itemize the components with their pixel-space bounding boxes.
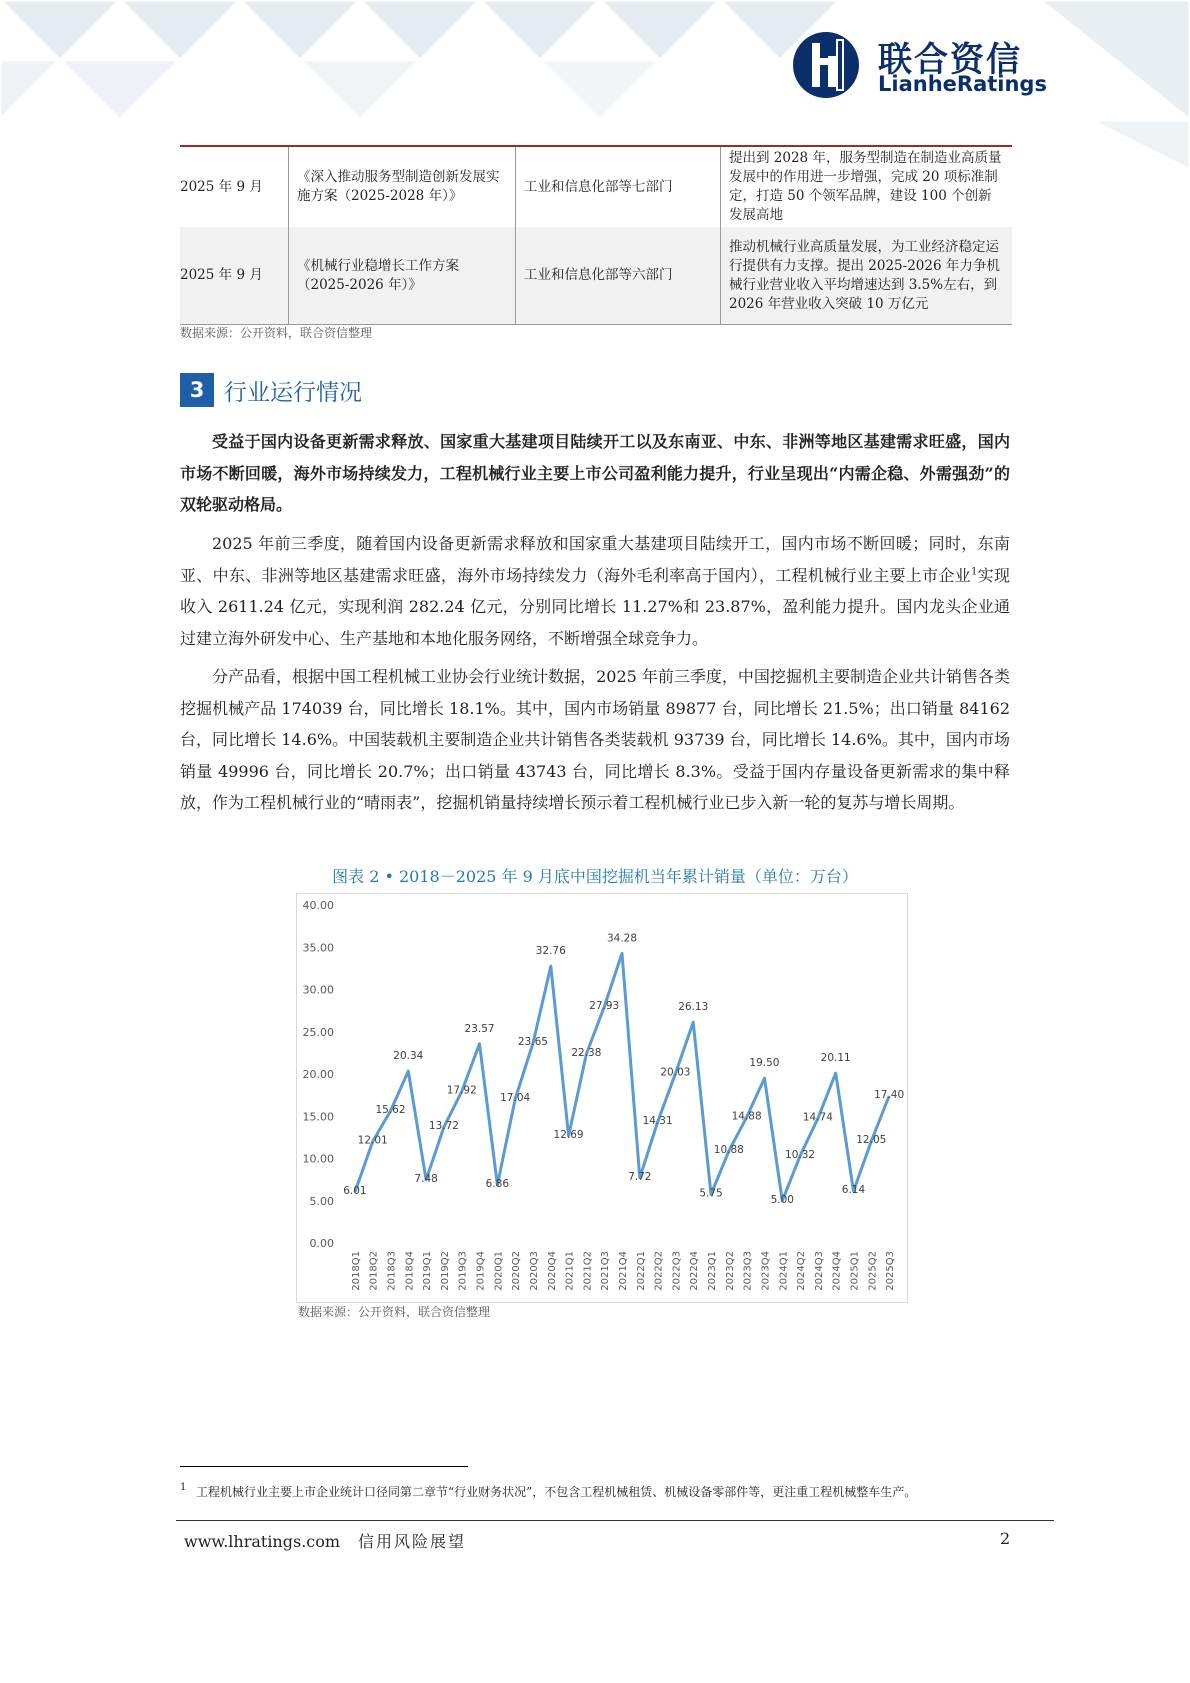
data-label: 13.72 — [428, 1120, 459, 1133]
y-tick-label: 20.00 — [302, 1068, 334, 1081]
y-tick-label: 0.00 — [309, 1237, 334, 1250]
data-label: 17.92 — [446, 1084, 477, 1097]
summary-paragraph: 受益于国内设备更新需求释放、国家重大基建项目陆续开工以及东南亚、中东、非洲等地区基建需求旺盛，国内市场不断回暖，海外市场持续发力，工程机械行业主要上市公司盈利能力提升，行业呈现出“内需企稳、外需强劲”的双轮驱动格局。 — [180, 432, 1010, 514]
data-label: 14.74 — [802, 1111, 833, 1124]
data-label: 5.00 — [770, 1193, 794, 1206]
x-tick-label: 2019Q2 — [439, 1251, 451, 1291]
data-label: 34.28 — [606, 932, 638, 945]
data-label: 14.88 — [731, 1110, 762, 1123]
x-tick-label: 2018Q2 — [368, 1251, 380, 1291]
chart-frame — [297, 894, 908, 1303]
data-label: 10.32 — [785, 1148, 816, 1161]
data-label: 19.50 — [749, 1057, 780, 1070]
footnote-ref: 1 — [970, 566, 978, 578]
y-tick-label: 10.00 — [302, 1152, 334, 1166]
footnote-text: 工程机械行业主要上市企业统计口径同第二章节“行业财务状况”，不包含工程机械租赁、机械设备零部件等，更注重工程机械整车生产。 — [196, 1485, 917, 1499]
x-tick-label: 2022Q3 — [671, 1251, 683, 1291]
x-tick-label: 2025Q1 — [849, 1251, 861, 1291]
data-label: 12.69 — [553, 1128, 584, 1141]
policy-content: 推动机械行业高质量发展，为工业经济稳定运行提供有力支撑。提出 2025-2026 年力争机械行业营业收入平均增速达到 3.5%左右，到 2026 年营业收入突破 10 万亿元 — [721, 227, 1013, 325]
page-number: 2 — [1000, 1529, 1011, 1548]
x-tick-label: 2019Q3 — [457, 1251, 469, 1291]
x-tick-label: 2019Q4 — [475, 1251, 487, 1291]
policy-date: 2025 年 9 月 — [180, 146, 289, 227]
policy-issuer: 工业和信息化部等七部门 — [516, 146, 721, 227]
company-logo — [790, 28, 1047, 103]
y-tick-label: 5.00 — [309, 1194, 334, 1208]
x-tick-label: 2023Q1 — [707, 1251, 719, 1291]
policy-content: 提出到 2028 年，服务型制造在制造业高质量发展中的作用进一步增强，完成 20 项标准制定，打造 50 个领军品牌，建设 100 个创新发展高地 — [721, 146, 1013, 227]
section-number: 3 — [180, 373, 214, 407]
data-label: 20.11 — [820, 1052, 851, 1065]
data-label: 12.05 — [856, 1134, 887, 1147]
data-label: 22.38 — [571, 1046, 602, 1059]
chart-title: 图表 2 • 2018－2025 年 9 月底中国挖掘机当年累计销量（单位：万台） — [332, 867, 858, 886]
body-paragraph-products: 分产品看，根据中国工程机械工业协会行业统计数据，2025 年前三季度，中国挖掘机主要制造企业共计销售各类挖掘机械产品 174039 台，同比增长 18.1%。其中，国内市场销量 89877 台，同比增长 21.5%；出口销量 84162 台，同比增长 14.6%。中国装载机主要制造企业共计销售各类装载机 93739 台，同比增长 14.6%。其中，国内市场销量 49996 台，同比增长 20.7%；出口销量 43743 台，同比增长 8.3%。受益于国内存量设备更新需求的集中释放，作为工程机械行业的“晴雨表”，挖掘机销量持续增长预示着工程机械行业已步入新一轮的复苏与增长周期。 — [180, 667, 1010, 812]
data-label: 14.31 — [642, 1115, 673, 1128]
table-row — [180, 227, 1012, 325]
x-tick-label: 2018Q3 — [386, 1251, 398, 1291]
excavator-sales-line-chart — [296, 893, 908, 1303]
y-tick-label: 30.00 — [302, 983, 334, 997]
data-label: 6.86 — [485, 1178, 510, 1191]
data-label: 32.76 — [535, 945, 566, 958]
x-tick-label: 2021Q4 — [618, 1251, 629, 1291]
y-tick-label: 40.00 — [302, 899, 334, 912]
x-tick-label: 2025Q3 — [885, 1251, 897, 1291]
policy-name: 《机械行业稳增长工作方案（2025-2026 年）》 — [289, 227, 516, 325]
x-tick-label: 2021Q2 — [582, 1251, 594, 1291]
x-tick-label: 2022Q1 — [635, 1251, 647, 1291]
x-tick-label: 2021Q3 — [600, 1251, 612, 1291]
y-tick-label: 15.00 — [302, 1110, 334, 1124]
footer-divider — [176, 1520, 1054, 1521]
website-link[interactable]: www.lhratings.com — [184, 1532, 341, 1551]
policy-issuer: 工业和信息化部等六部门 — [516, 227, 721, 325]
x-tick-label: 2019Q1 — [422, 1251, 434, 1291]
policy-table — [180, 145, 1012, 325]
policy-date: 2025 年 9 月 — [180, 227, 289, 325]
lianhe-logo-icon — [790, 28, 870, 103]
x-tick-label: 2022Q2 — [653, 1251, 665, 1291]
footer-left — [184, 1529, 466, 1552]
footnote-divider — [180, 1466, 468, 1467]
data-label: 20.34 — [393, 1050, 424, 1063]
x-tick-label: 2018Q4 — [404, 1251, 416, 1291]
data-label: 6.14 — [841, 1184, 866, 1197]
body-text: 2025 年前三季度，随着国内设备更新需求释放和国家重大基建项目陆续开工，国内市场不断回暖；同时，东南亚、中东、非洲等地区基建需求旺盛，海外市场持续发力（海外毛利率高于国内），工程机械行业主要上市企业 — [180, 534, 1010, 585]
section-title: 行业运行情况 — [224, 380, 362, 406]
data-label: 7.48 — [414, 1172, 438, 1185]
data-label: 15.62 — [375, 1104, 406, 1117]
x-tick-label: 2023Q2 — [724, 1251, 736, 1291]
logo-chinese-text: 联合资信 — [878, 40, 1022, 80]
x-tick-label: 2023Q4 — [760, 1251, 772, 1291]
x-tick-label: 2023Q3 — [742, 1251, 754, 1291]
data-label: 7.72 — [628, 1170, 652, 1183]
data-label: 26.13 — [678, 1001, 709, 1014]
x-tick-label: 2020Q4 — [546, 1251, 558, 1291]
y-tick-label: 25.00 — [302, 1025, 334, 1039]
data-label: 17.40 — [874, 1088, 905, 1101]
table-source-note: 数据来源：公开资料，联合资信整理 — [180, 326, 373, 340]
x-tick-label: 2024Q1 — [778, 1251, 790, 1291]
data-label: 12.01 — [357, 1134, 388, 1147]
footer-tagline: 信用风险展望 — [358, 1532, 467, 1551]
table-row — [180, 146, 1012, 227]
logo-english-text: LianheRatings — [878, 72, 1047, 96]
data-label: 5.75 — [699, 1187, 723, 1200]
x-tick-label: 2020Q2 — [511, 1251, 523, 1291]
data-label: 27.93 — [589, 999, 620, 1012]
body-paragraph-revenue — [180, 528, 1010, 654]
x-tick-label: 2021Q1 — [564, 1251, 576, 1291]
x-tick-label: 2024Q2 — [796, 1251, 808, 1291]
x-tick-label: 2018Q1 — [350, 1251, 362, 1291]
y-tick-label: 35.00 — [302, 941, 334, 955]
data-label: 20.03 — [660, 1066, 691, 1079]
x-tick-label: 2020Q3 — [528, 1251, 540, 1291]
data-label: 17.04 — [500, 1092, 531, 1105]
data-label: 23.65 — [517, 1036, 548, 1049]
data-label: 10.88 — [713, 1144, 744, 1157]
x-tick-label: 2025Q2 — [867, 1251, 879, 1291]
data-label: 23.57 — [464, 1022, 495, 1035]
chart-source-note: 数据来源：公开资料，联合资信整理 — [298, 1305, 491, 1319]
body-text: 实现收入 2611.24 亿元，实现利润 282.24 亿元，分别同比增长 11.27%和 23.87%，盈利能力提升。国内龙头企业通过建立海外研发中心、生产基地和本地化服务网络，不断增强全球竞争力。 — [180, 565, 1010, 648]
policy-name: 《深入推动服务型制造创新发展实施方案（2025-2028 年）》 — [289, 146, 516, 227]
x-tick-label: 2024Q3 — [813, 1251, 825, 1291]
x-tick-label: 2020Q1 — [493, 1251, 505, 1291]
x-tick-label: 2024Q4 — [831, 1251, 843, 1291]
x-tick-label: 2022Q4 — [689, 1251, 701, 1291]
data-label: 6.01 — [343, 1185, 367, 1198]
footnote-number: 1 — [180, 1482, 187, 1493]
